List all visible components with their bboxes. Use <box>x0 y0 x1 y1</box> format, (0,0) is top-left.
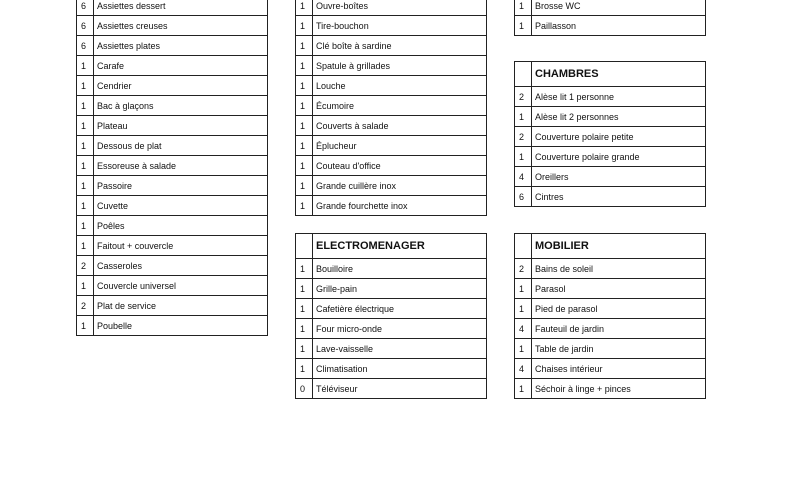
item-name: Lave-vaisselle <box>313 339 487 359</box>
table-row <box>515 379 706 399</box>
table-row <box>515 339 706 359</box>
section-header-row <box>515 234 706 259</box>
item-quantity: 1 <box>515 339 532 359</box>
table-row <box>515 299 706 319</box>
table-row <box>515 127 706 147</box>
table-row <box>296 96 487 116</box>
item-name: Plat de service <box>94 296 268 316</box>
item-quantity: 1 <box>77 56 94 76</box>
table-row <box>296 0 487 16</box>
item-quantity: 1 <box>515 147 532 167</box>
table-row <box>296 176 487 196</box>
item-name: Assiettes creuses <box>94 16 268 36</box>
table-row <box>515 187 706 207</box>
item-quantity: 1 <box>77 136 94 156</box>
chambres-inventory-table <box>514 61 706 207</box>
item-name: Climatisation <box>313 359 487 379</box>
item-quantity: 1 <box>296 359 313 379</box>
item-name: Louche <box>313 76 487 96</box>
table-row <box>515 259 706 279</box>
table-row <box>515 87 706 107</box>
table-row <box>296 359 487 379</box>
table-row <box>77 256 268 276</box>
item-quantity: 1 <box>77 276 94 296</box>
table-row <box>77 156 268 176</box>
section-header-blank <box>515 234 532 259</box>
table-row <box>296 116 487 136</box>
item-name: Poêles <box>94 216 268 236</box>
item-name: Cafetière électrique <box>313 299 487 319</box>
item-quantity: 1 <box>296 156 313 176</box>
table-row <box>77 276 268 296</box>
item-quantity: 2 <box>515 127 532 147</box>
item-quantity: 4 <box>515 319 532 339</box>
item-name: Couverts à salade <box>313 116 487 136</box>
item-name: Assiettes dessert <box>94 0 268 16</box>
table-row <box>515 167 706 187</box>
item-quantity: 1 <box>296 136 313 156</box>
item-name: Plateau <box>94 116 268 136</box>
table-row <box>515 279 706 299</box>
item-quantity: 2 <box>77 256 94 276</box>
item-quantity: 1 <box>77 316 94 336</box>
item-quantity: 2 <box>515 87 532 107</box>
table-row <box>296 339 487 359</box>
item-name: Cintres <box>532 187 706 207</box>
item-name: Pied de parasol <box>532 299 706 319</box>
table-row <box>77 136 268 156</box>
item-name: Séchoir à linge + pinces <box>532 379 706 399</box>
section-header-blank <box>515 62 532 87</box>
item-quantity: 1 <box>296 279 313 299</box>
item-name: Couteau d'office <box>313 156 487 176</box>
item-quantity: 1 <box>515 0 532 16</box>
table-row <box>296 156 487 176</box>
table-row <box>296 279 487 299</box>
item-quantity: 1 <box>515 379 532 399</box>
item-quantity: 6 <box>77 16 94 36</box>
item-quantity: 1 <box>77 76 94 96</box>
table-row <box>296 299 487 319</box>
item-name: Grande cuillère inox <box>313 176 487 196</box>
section-title: CHAMBRES <box>532 62 706 87</box>
table-row <box>77 76 268 96</box>
section-title: MOBILIER <box>532 234 706 259</box>
item-name: Grille-pain <box>313 279 487 299</box>
cuisine-inventory-table <box>76 0 268 336</box>
table-row <box>515 107 706 127</box>
item-name: Bains de soleil <box>532 259 706 279</box>
item-name: Couverture polaire grande <box>532 147 706 167</box>
item-quantity: 4 <box>515 359 532 379</box>
item-quantity: 1 <box>515 299 532 319</box>
item-quantity: 6 <box>77 36 94 56</box>
item-name: Bac à glaçons <box>94 96 268 116</box>
table-row <box>296 76 487 96</box>
item-name: Oreillers <box>532 167 706 187</box>
item-name: Couvercle universel <box>94 276 268 296</box>
ustensiles-inventory-table <box>295 0 487 216</box>
item-quantity: 1 <box>296 16 313 36</box>
item-name: Cuvette <box>94 196 268 216</box>
item-quantity: 2 <box>515 259 532 279</box>
item-quantity: 1 <box>77 176 94 196</box>
item-name: Cendrier <box>94 76 268 96</box>
item-quantity: 1 <box>77 216 94 236</box>
item-quantity: 1 <box>296 76 313 96</box>
item-quantity: 1 <box>515 107 532 127</box>
item-name: Ouvre-boîtes <box>313 0 487 16</box>
item-quantity: 0 <box>296 379 313 399</box>
item-quantity: 1 <box>77 156 94 176</box>
item-name: Clé boîte à sardine <box>313 36 487 56</box>
item-name: Tire-bouchon <box>313 16 487 36</box>
table-row <box>296 56 487 76</box>
item-quantity: 1 <box>515 279 532 299</box>
item-name: Fauteuil de jardin <box>532 319 706 339</box>
item-quantity: 1 <box>296 259 313 279</box>
item-quantity: 6 <box>77 0 94 16</box>
item-quantity: 1 <box>296 56 313 76</box>
item-name: Essoreuse à salade <box>94 156 268 176</box>
item-quantity: 1 <box>296 0 313 16</box>
item-quantity: 1 <box>77 96 94 116</box>
table-row <box>296 36 487 56</box>
item-quantity: 1 <box>515 16 532 36</box>
sanitaire-inventory-table <box>514 0 706 36</box>
item-name: Four micro-onde <box>313 319 487 339</box>
table-row <box>77 16 268 36</box>
item-quantity: 4 <box>515 167 532 187</box>
item-name: Poubelle <box>94 316 268 336</box>
item-name: Chaises intérieur <box>532 359 706 379</box>
item-quantity: 1 <box>77 116 94 136</box>
item-name: Table de jardin <box>532 339 706 359</box>
item-name: Passoire <box>94 176 268 196</box>
table-row <box>296 136 487 156</box>
item-name: Grande fourchette inox <box>313 196 487 216</box>
item-quantity: 1 <box>296 196 313 216</box>
table-row <box>77 116 268 136</box>
item-name: Parasol <box>532 279 706 299</box>
table-row <box>77 196 268 216</box>
item-name: Brosse WC <box>532 0 706 16</box>
item-quantity: 6 <box>515 187 532 207</box>
item-name: Assiettes plates <box>94 36 268 56</box>
table-row <box>296 319 487 339</box>
item-name: Paillasson <box>532 16 706 36</box>
item-quantity: 1 <box>77 196 94 216</box>
item-name: Écumoire <box>313 96 487 116</box>
table-row <box>296 196 487 216</box>
table-row <box>515 0 706 16</box>
item-name: Faitout + couvercle <box>94 236 268 256</box>
item-name: Bouilloire <box>313 259 487 279</box>
mobilier-inventory-table <box>514 233 706 399</box>
item-name: Couverture polaire petite <box>532 127 706 147</box>
item-name: Casseroles <box>94 256 268 276</box>
item-quantity: 1 <box>296 299 313 319</box>
table-row <box>77 176 268 196</box>
table-row <box>77 56 268 76</box>
item-name: Éplucheur <box>313 136 487 156</box>
table-row <box>296 379 487 399</box>
item-quantity: 1 <box>77 236 94 256</box>
item-quantity: 1 <box>296 96 313 116</box>
table-row <box>77 96 268 116</box>
table-row <box>77 36 268 56</box>
table-row <box>77 0 268 16</box>
table-row <box>77 236 268 256</box>
item-name: Alèse lit 2 personnes <box>532 107 706 127</box>
table-row <box>77 216 268 236</box>
item-quantity: 1 <box>296 116 313 136</box>
item-name: Dessous de plat <box>94 136 268 156</box>
section-header-blank <box>296 234 313 259</box>
table-row <box>515 359 706 379</box>
item-quantity: 2 <box>77 296 94 316</box>
item-quantity: 1 <box>296 176 313 196</box>
item-name: Spatule à grillades <box>313 56 487 76</box>
table-row <box>296 16 487 36</box>
section-header-row <box>296 234 487 259</box>
item-name: Téléviseur <box>313 379 487 399</box>
table-row <box>77 316 268 336</box>
table-row <box>515 319 706 339</box>
section-title: ELECTROMENAGER <box>313 234 487 259</box>
item-quantity: 1 <box>296 319 313 339</box>
item-name: Carafe <box>94 56 268 76</box>
table-row <box>77 296 268 316</box>
table-row <box>515 147 706 167</box>
item-quantity: 1 <box>296 339 313 359</box>
item-name: Alèse lit 1 personne <box>532 87 706 107</box>
electromenager-inventory-table <box>295 233 487 399</box>
section-header-row <box>515 62 706 87</box>
table-row <box>296 259 487 279</box>
item-quantity: 1 <box>296 36 313 56</box>
table-row <box>515 16 706 36</box>
